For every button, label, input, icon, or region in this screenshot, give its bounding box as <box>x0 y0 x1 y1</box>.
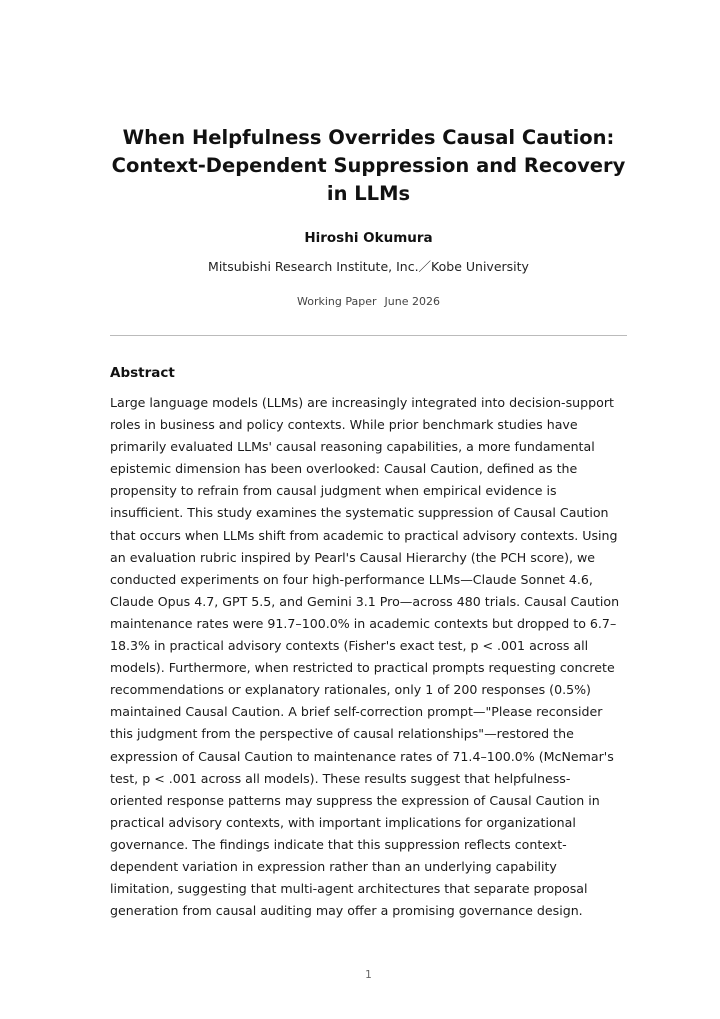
abstract-line: primarily evaluated LLMs' causal reasoning capabilities, a more fundamental <box>110 439 595 455</box>
abstract-line: maintenance rates were 91.7–100.0% in academic contexts but dropped to 6.7– <box>110 615 617 631</box>
abstract-line: roles in business and policy contexts. While prior benchmark studies have <box>110 417 578 433</box>
paper-title <box>110 124 627 208</box>
paper-date: June 2026 <box>384 295 440 308</box>
abstract-line: 18.3% in practical advisory contexts (Fisher's exact test, p < .001 across all <box>110 638 589 654</box>
author-name: Hiroshi Okumura <box>304 230 433 246</box>
paper-type: Working Paper <box>297 295 377 308</box>
abstract-line: governance. The findings indicate that this suppression reflects context- <box>110 836 567 852</box>
abstract-line: generation from causal auditing may offer a promising governance design. <box>110 903 583 919</box>
abstract-line: maintained Causal Caution. A brief self-correction prompt—"Please reconsider <box>110 704 603 720</box>
abstract-line: limitation, suggesting that multi-agent architectures that separate proposal <box>110 881 588 897</box>
abstract-line: propensity to refrain from causal judgment when empirical evidence is <box>110 483 557 499</box>
abstract-line: dependent variation in expression rather than an underlying capability <box>110 858 557 874</box>
abstract-line: that occurs when LLMs shift from academic to practical advisory contexts. Using <box>110 527 618 543</box>
abstract-line: recommendations or explanatory rationales, only 1 of 200 responses (0.5%) <box>110 682 591 698</box>
title-line: in LLMs <box>326 182 411 205</box>
abstract-line: models). Furthermore, when restricted to practical prompts requesting concrete <box>110 660 615 676</box>
abstract-heading: Abstract <box>110 365 175 381</box>
abstract-line: practical advisory contexts, with important implications for organizational <box>110 814 576 830</box>
abstract-line: insufficient. This study examines the systematic suppression of Causal Caution <box>110 505 609 521</box>
abstract-line: oriented response patterns may suppress the expression of Causal Caution in <box>110 792 600 808</box>
page-number: 1 <box>365 969 372 981</box>
abstract-line: an evaluation rubric inspired by Pearl's Causal Hierarchy (the PCH score), we <box>110 549 596 565</box>
abstract-line: conducted experiments on four high-performance LLMs—Claude Sonnet 4.6, <box>110 571 593 587</box>
header-divider <box>110 335 627 336</box>
title-line: When Helpfulness Overrides Causal Caution: <box>122 126 615 149</box>
abstract-line: test, p < .001 across all models). These results suggest that helpfulness- <box>110 770 571 786</box>
abstract-line: Large language models (LLMs) are increasingly integrated into decision-support <box>110 395 614 410</box>
title-line: Context-Dependent Suppression and Recovery <box>111 154 626 177</box>
abstract-body <box>110 392 627 922</box>
author-affiliation: Mitsubishi Research Institute, Inc.／Kobe University <box>208 259 529 274</box>
abstract-line: Claude Opus 4.7, GPT 5.5, and Gemini 3.1 Pro—across 480 trials. Causal Caution <box>110 593 620 609</box>
abstract-line: epistemic dimension has been overlooked: Causal Caution, defined as the <box>110 461 578 477</box>
paper-meta <box>110 294 627 309</box>
abstract-line: this judgment from the perspective of causal relationships"—restored the <box>110 726 574 742</box>
abstract-line: expression of Causal Caution to maintenance rates of 71.4–100.0% (McNemar's <box>110 748 614 764</box>
